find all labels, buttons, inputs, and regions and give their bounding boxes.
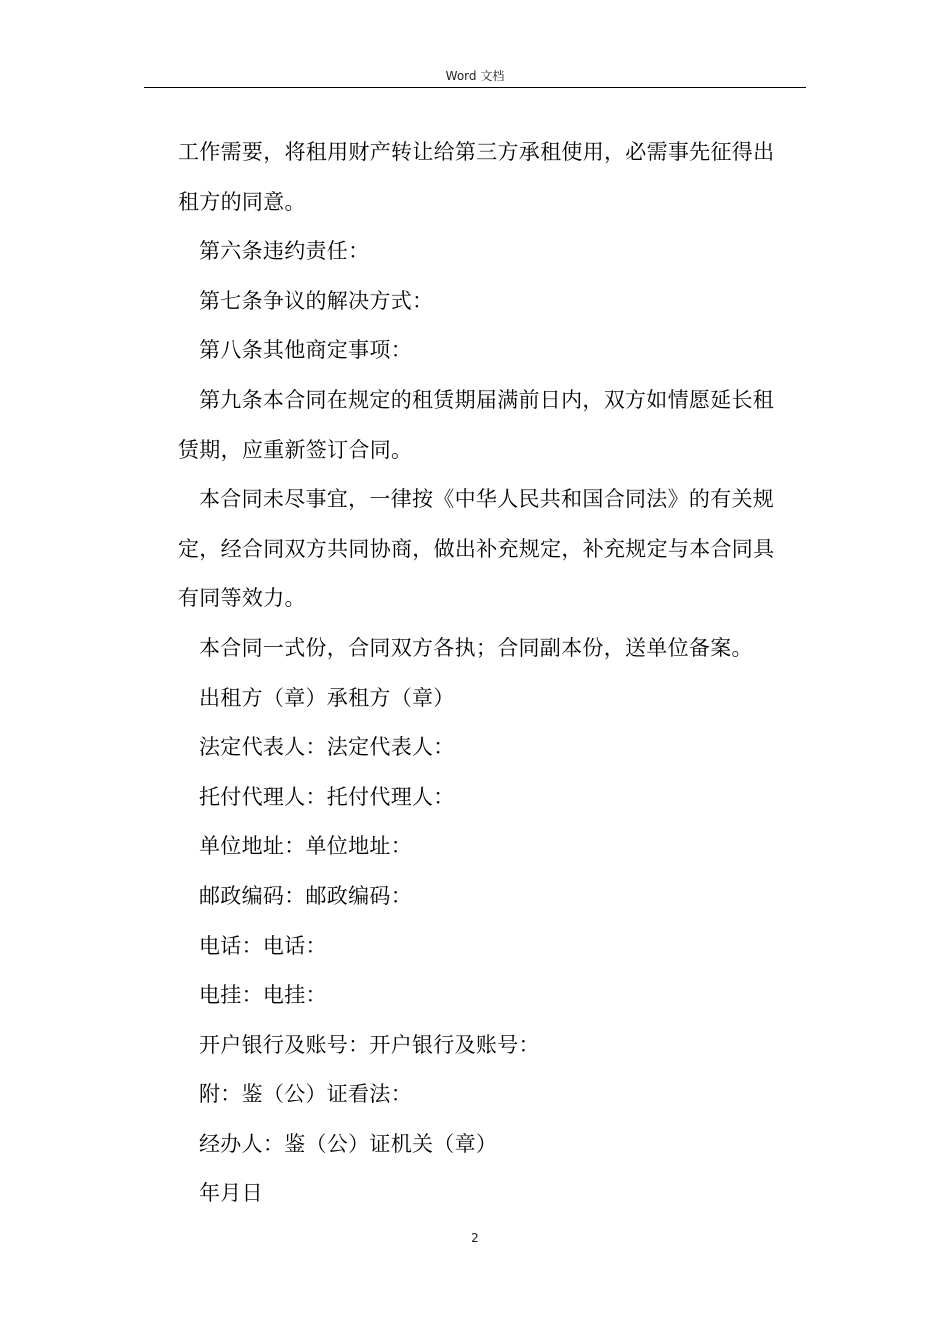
paragraph-line: 托付代理人：托付代理人： bbox=[199, 784, 455, 809]
document-body bbox=[178, 128, 806, 1219]
paragraph-line: 邮政编码：邮政编码： bbox=[199, 883, 412, 908]
paragraph-line: 赁期，应重新签订合同。 bbox=[178, 437, 413, 462]
paragraph-line: 经办人：鉴（公）证机关（章） bbox=[199, 1131, 498, 1156]
paragraph-line: 第九条本合同在规定的租赁期届满前日内，双方如情愿延长租 bbox=[199, 387, 775, 412]
paragraph-line: 附：鉴（公）证看法： bbox=[199, 1082, 412, 1107]
paragraph-line: 定，经合同双方共同协商，做出补充规定，补充规定与本合同具 bbox=[178, 536, 775, 561]
paragraph-line: 第六条违约责任： bbox=[199, 239, 370, 264]
page-header-title: Word 文档 bbox=[445, 69, 505, 83]
paragraph-line: 第八条其他商定事项： bbox=[199, 338, 412, 363]
paragraph-line: 工作需要，将租用财产转让给第三方承租使用，必需事先征得出 bbox=[178, 140, 775, 164]
paragraph-line: 本合同一式份，合同双方各执；合同副本份，送单位备案。 bbox=[199, 635, 753, 660]
paragraph-line: 开户银行及账号：开户银行及账号： bbox=[199, 1032, 540, 1057]
header-divider bbox=[144, 87, 806, 88]
paragraph-line: 电话：电话： bbox=[199, 933, 327, 958]
paragraph-line: 第七条争议的解决方式： bbox=[199, 288, 434, 313]
paragraph-line: 法定代表人：法定代表人： bbox=[199, 735, 455, 760]
paragraph-line: 单位地址：单位地址： bbox=[199, 834, 412, 859]
paragraph-line: 有同等效力。 bbox=[178, 586, 306, 611]
paragraph-line: 本合同未尽事宜，一律按《中华人民共和国合同法》的有关规 bbox=[199, 487, 775, 512]
paragraph-line: 租方的同意。 bbox=[178, 189, 306, 214]
paragraph-line: 电挂：电挂： bbox=[199, 983, 327, 1008]
paragraph-line: 年月日 bbox=[199, 1181, 263, 1206]
paragraph-line: 出租方（章）承租方（章） bbox=[199, 685, 455, 710]
page-number: 2 bbox=[471, 1231, 479, 1245]
